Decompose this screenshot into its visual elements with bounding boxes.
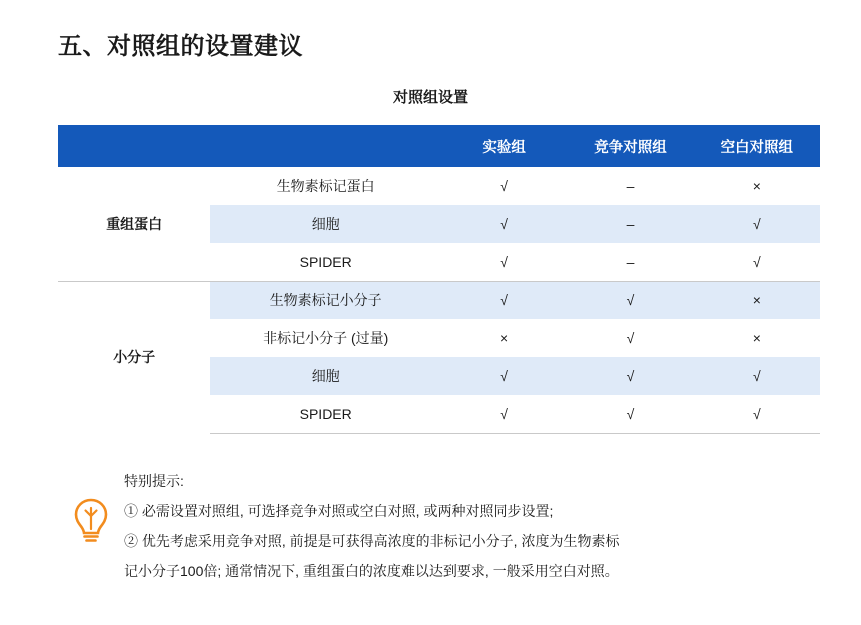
header-cell-experimental: 实验组 xyxy=(441,125,567,167)
cell-competitive: – xyxy=(567,205,693,243)
note-title: 特别提示: xyxy=(124,473,184,489)
page-title: 五、对照组的设置建议 xyxy=(58,33,303,60)
row-item-label: 生物素标记蛋白 xyxy=(276,178,375,194)
note-line-3: 记小分子100倍; 通常情况下, 重组蛋白的浓度难以达到要求, 一般采用空白对照。 xyxy=(124,563,619,579)
cell-blank: √ xyxy=(752,253,761,270)
table-header xyxy=(58,125,820,167)
cell-experimental: × xyxy=(500,330,509,346)
row-item-label: 非标记小分子 (过量) xyxy=(263,330,389,346)
table-body xyxy=(58,167,820,433)
cell-experimental: √ xyxy=(441,205,567,243)
cell-blank: × xyxy=(752,330,761,346)
table-row xyxy=(58,281,820,319)
control-group-table-wrapper xyxy=(58,125,820,434)
note-line-1: ① 必需设置对照组, 可选择竞争对照或空白对照, 或两种对照同步设置; xyxy=(124,503,554,519)
header-cell-item xyxy=(210,125,441,167)
cell-competitive: √ xyxy=(567,395,693,433)
cell-competitive: – xyxy=(626,178,635,194)
group-label-protein: 重组蛋白 xyxy=(58,167,210,281)
note-text xyxy=(124,466,820,586)
cell-experimental: √ xyxy=(500,178,508,194)
note-block xyxy=(58,466,820,586)
table-caption: 对照组设置 xyxy=(392,89,468,106)
lightbulb-icon xyxy=(58,466,124,546)
row-item-label: 生物素标记小分子 xyxy=(210,281,441,319)
row-item-label: SPIDER xyxy=(210,395,441,433)
row-item-label: 细胞 xyxy=(210,357,441,395)
note-line-2: ② 优先考虑采用竞争对照, 前提是可获得高浓度的非标记小分子, 浓度为生物素标 xyxy=(124,533,620,549)
cell-blank: √ xyxy=(694,357,820,395)
table-row xyxy=(58,167,820,205)
row-item-label: SPIDER xyxy=(299,253,352,270)
cell-competitive: √ xyxy=(567,281,693,319)
header-cell-group xyxy=(58,125,210,167)
cell-competitive: √ xyxy=(626,330,635,346)
cell-blank: × xyxy=(752,178,761,194)
header-cell-blank: 空白对照组 xyxy=(694,125,820,167)
cell-competitive: – xyxy=(626,253,635,270)
cell-experimental: √ xyxy=(500,253,508,270)
cell-experimental: √ xyxy=(441,357,567,395)
group-label-small-molecule: 小分子 xyxy=(58,281,210,433)
header-cell-competitive: 竞争对照组 xyxy=(567,125,693,167)
cell-competitive: √ xyxy=(567,357,693,395)
cell-experimental: √ xyxy=(441,395,567,433)
cell-blank: √ xyxy=(694,395,820,433)
cell-experimental: √ xyxy=(441,281,567,319)
cell-blank: √ xyxy=(694,205,820,243)
cell-blank: × xyxy=(694,281,820,319)
row-item-label: 细胞 xyxy=(210,205,441,243)
control-group-table xyxy=(58,125,820,434)
table-header-row xyxy=(58,125,820,167)
